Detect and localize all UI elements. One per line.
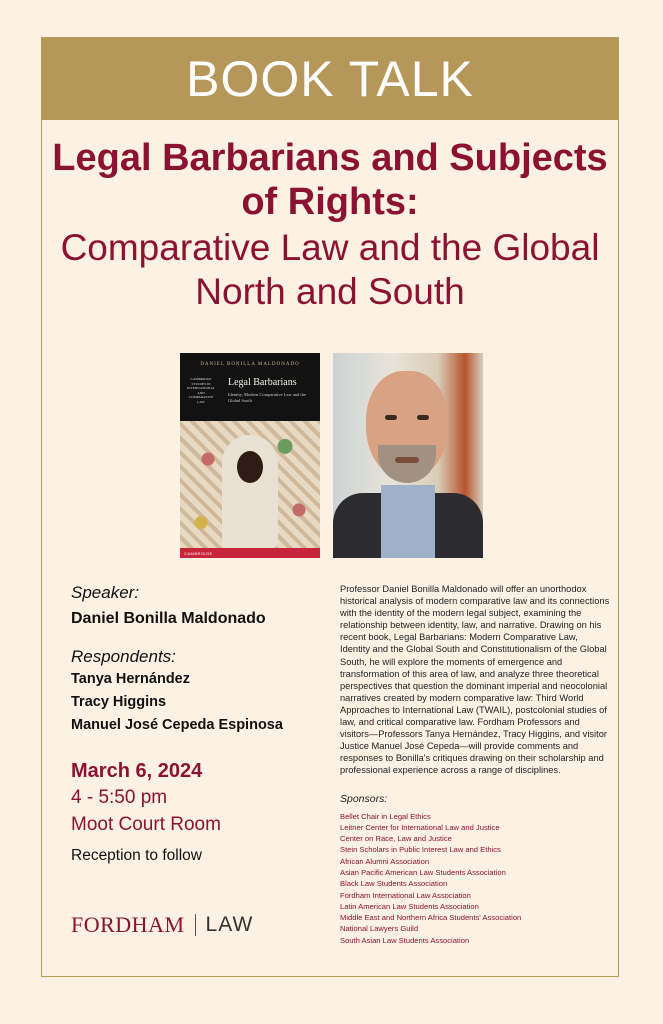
book-cover-image bbox=[180, 353, 320, 558]
photo-shirt bbox=[381, 485, 435, 558]
respondent-name: Tracy Higgins bbox=[71, 694, 167, 710]
cover-subtitle: Identity, Modern Comparative Law and the Global South bbox=[228, 392, 306, 403]
sponsor-item: Fordham International Law Association bbox=[340, 890, 471, 900]
event-description-column bbox=[340, 583, 610, 946]
photo-mouth bbox=[395, 457, 419, 463]
sponsor-item: Latin American Law Students Association bbox=[340, 901, 479, 911]
logo-fordham: FORDHAM bbox=[71, 912, 185, 937]
sponsor-item: South Asian Law Students Association bbox=[340, 935, 470, 945]
sponsor-item: African Alumni Association bbox=[340, 856, 430, 866]
photo-beard bbox=[378, 445, 436, 483]
sponsor-item: Asian Pacific American Law Students Association bbox=[340, 867, 506, 877]
poster-frame bbox=[41, 37, 619, 977]
cover-author: DANIEL BONILLA MALDONADO bbox=[200, 362, 300, 367]
speaker-photo bbox=[333, 353, 483, 558]
book-title bbox=[52, 136, 608, 314]
sponsor-item: Black Law Students Association bbox=[340, 879, 448, 889]
sponsor-item: Leitner Center for International Law and Justice bbox=[340, 822, 500, 832]
title-line-2: Comparative Law and the Global North and South bbox=[60, 227, 600, 312]
event-date: March 6, 2024 bbox=[71, 760, 203, 782]
photo-eye-left bbox=[385, 415, 397, 420]
sponsor-item: Center on Race, Law and Justice bbox=[340, 834, 452, 844]
respondent-name: Manuel José Cepeda Espinosa bbox=[71, 717, 283, 733]
sponsors-list bbox=[340, 811, 610, 947]
banner-heading: BOOK TALK bbox=[42, 38, 618, 120]
speaker-name: Daniel Bonilla Maldonado bbox=[71, 610, 266, 627]
photo-eye-right bbox=[417, 415, 429, 420]
respondents-label: Respondents: bbox=[71, 647, 176, 666]
sponsor-item: Bellet Chair in Legal Ethics bbox=[340, 811, 431, 821]
speaker-label: Speaker: bbox=[71, 583, 140, 602]
cover-series: CAMBRIDGE STUDIES IN INTERNATIONAL AND COMPARATIVE LAW bbox=[187, 377, 215, 404]
reception-note: Reception to follow bbox=[71, 847, 202, 864]
title-line-1: Legal Barbarians and Subjects of Rights: bbox=[52, 137, 608, 223]
sponsor-item: National Lawyers Guild bbox=[340, 924, 419, 934]
sponsor-item: Middle East and Northern Africa Students' Association bbox=[340, 913, 522, 923]
sponsor-item: Stein Scholars in Public Interest Law and Ethics bbox=[340, 845, 501, 855]
event-description: Professor Daniel Bonilla Maldonado will offer an unorthodox historical analysis of modern comparative law and its connections with the identity of the modern legal subject, examining the relationship between identity, law, and narrative. Drawing on his recent book, Legal Barbarians: Modern Comparative Law, Identity and the Global South and Constitutionalism of the Global South, he will explore the moments of emergence and transformation of this area of law, and analyze three theoretical perspectives that question the dominant imperial and neocolonial narratives created by modern comparative law: Third World Approaches to International Law (TWAIL), postcolonial studies of law, and critical comparative law. Fordham Professors and visitors—Professors Tanya Hernández, Tracy Higgins, and visitor Justice Manuel José Cepeda—will provide comments and responses to Bonilla's critiques drawing on their scholarship and professional experience across a range of disciplines. bbox=[340, 584, 610, 776]
cover-title: Legal Barbarians bbox=[228, 377, 297, 388]
event-location: Moot Court Room bbox=[71, 814, 221, 835]
cover-face bbox=[237, 451, 263, 483]
event-details bbox=[71, 583, 331, 870]
logo-law: LAW bbox=[205, 913, 254, 936]
respondent-name: Tanya Hernández bbox=[71, 671, 190, 687]
cover-publisher: CAMBRIDGE bbox=[184, 551, 213, 556]
logo-divider bbox=[195, 914, 196, 936]
sponsors-label: Sponsors: bbox=[340, 792, 388, 805]
fordham-law-logo bbox=[71, 912, 253, 938]
event-time: 4 - 5:50 pm bbox=[71, 787, 168, 808]
